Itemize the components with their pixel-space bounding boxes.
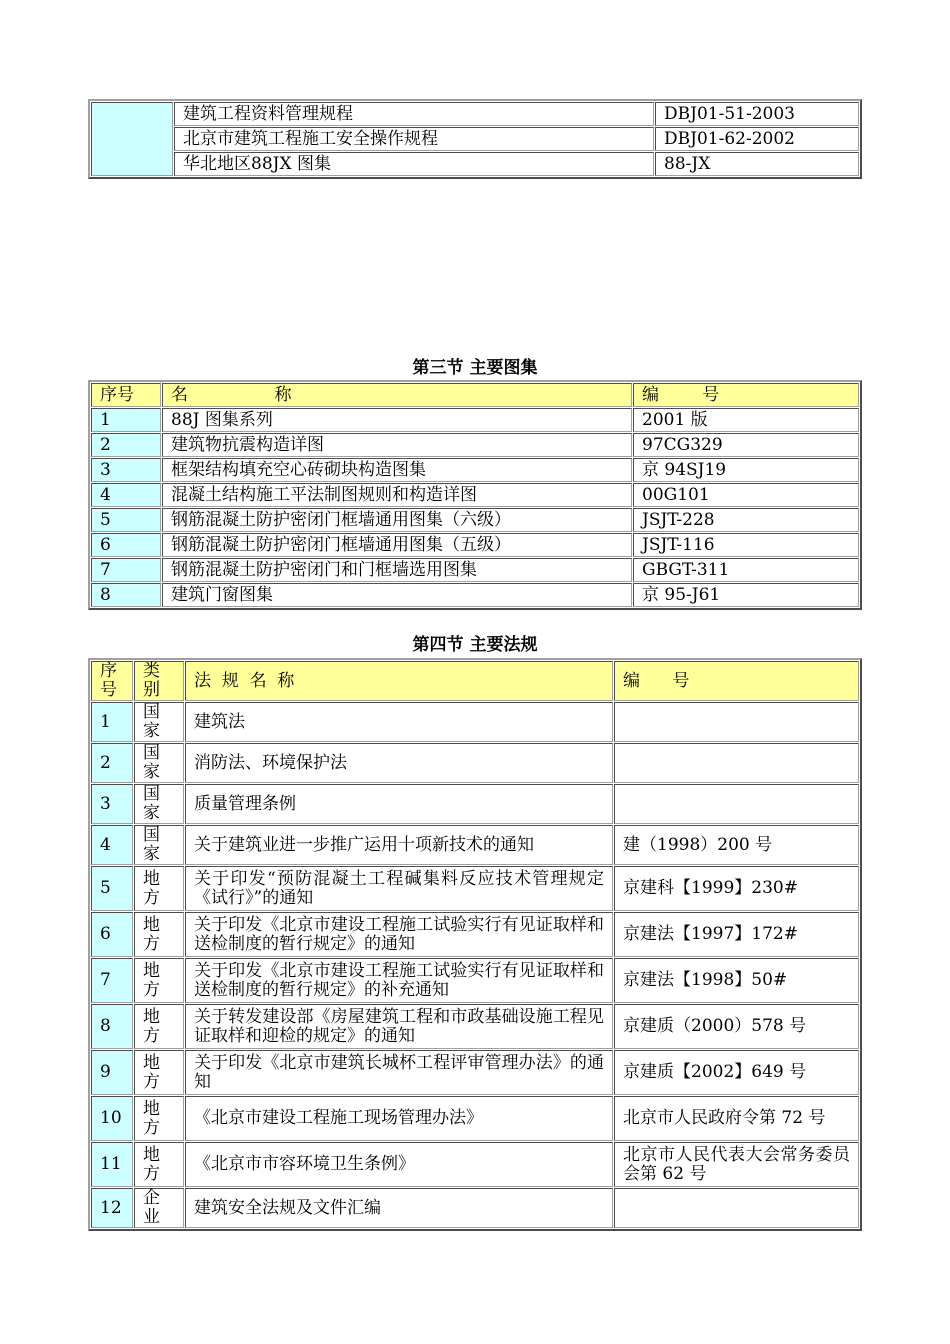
table-row — [91, 702, 859, 742]
row-no: 4 — [91, 483, 161, 507]
row-type: 国家 — [134, 702, 184, 742]
table-row — [91, 483, 859, 507]
table-row — [91, 408, 859, 432]
row-no: 6 — [91, 533, 161, 557]
standard-code: DBJ01-51-2003 — [655, 102, 859, 126]
row-no: 7 — [91, 558, 161, 582]
row-name: 关于印发《北京市建筑长城杯工程评审管理办法》的通知 — [185, 1050, 613, 1095]
row-no: 8 — [91, 1004, 133, 1049]
row-type: 国家 — [134, 784, 184, 824]
row-no: 2 — [91, 743, 133, 783]
row-code: 00G101 — [633, 483, 859, 507]
standard-name: 北京市建筑工程施工安全操作规程 — [174, 127, 654, 151]
row-name: 建筑门窗图集 — [162, 583, 632, 607]
category-cell — [91, 102, 173, 176]
table-header-row — [91, 661, 859, 701]
row-name: 《北京市市容环境卫生条例》 — [185, 1142, 613, 1187]
row-name: 混凝土结构施工平法制图规则和构造详图 — [162, 483, 632, 507]
standard-code: DBJ01-62-2002 — [655, 127, 859, 151]
table-row — [91, 583, 859, 607]
table-row — [91, 1096, 859, 1141]
header-name: 法 规 名 称 — [185, 661, 613, 701]
table-row — [91, 1050, 859, 1095]
row-code: 京 94SJ19 — [633, 458, 859, 482]
row-code: GBGT-311 — [633, 558, 859, 582]
row-no: 5 — [91, 866, 133, 911]
table-row — [91, 433, 859, 457]
table-row — [91, 1004, 859, 1049]
table-row — [91, 533, 859, 557]
row-name: 消防法、环境保护法 — [185, 743, 613, 783]
table-row — [91, 458, 859, 482]
row-name: 关于印发《北京市建设工程施工试验实行有见证取样和送检制度的暂行规定》的补充通知 — [185, 958, 613, 1003]
table-header-row — [91, 383, 859, 407]
row-name: 关于印发《北京市建设工程施工试验实行有见证取样和送检制度的暂行规定》的通知 — [185, 912, 613, 957]
row-code: 北京市人民代表大会常务委员会第 62 号 — [614, 1142, 859, 1187]
atlas-table — [88, 380, 862, 610]
row-code: 北京市人民政府令第 72 号 — [614, 1096, 859, 1141]
row-code: 京建质【2002】649 号 — [614, 1050, 859, 1095]
table-row — [91, 1188, 859, 1228]
header-code: 编 号 — [614, 661, 859, 701]
row-no: 3 — [91, 458, 161, 482]
top-standards-table — [88, 99, 862, 179]
table-row — [91, 102, 859, 126]
row-no: 4 — [91, 825, 133, 865]
row-type: 地方 — [134, 1004, 184, 1049]
standard-code: 88-JX — [655, 152, 859, 176]
table-row — [91, 152, 859, 176]
table-row — [91, 825, 859, 865]
row-name: 关于建筑业进一步推广运用十项新技术的通知 — [185, 825, 613, 865]
row-code: 2001 版 — [633, 408, 859, 432]
section4-title: 第四节 主要法规 — [412, 635, 538, 655]
row-name: 钢筋混凝土防护密闭门和门框墙选用图集 — [162, 558, 632, 582]
row-name: 钢筋混凝土防护密闭门框墙通用图集（五级） — [162, 533, 632, 557]
row-code: 京建法【1998】50# — [614, 958, 859, 1003]
row-name: 建筑法 — [185, 702, 613, 742]
row-name: 建筑安全法规及文件汇编 — [185, 1188, 613, 1228]
row-type: 地方 — [134, 1096, 184, 1141]
row-name: 钢筋混凝土防护密闭门框墙通用图集（六级） — [162, 508, 632, 532]
row-no: 5 — [91, 508, 161, 532]
table-row — [91, 958, 859, 1003]
table-row — [91, 1142, 859, 1187]
header-no: 序号 — [91, 661, 133, 701]
row-no: 8 — [91, 583, 161, 607]
row-name: 框架结构填充空心砖砌块构造图集 — [162, 458, 632, 482]
row-code — [614, 1188, 859, 1228]
row-type: 地方 — [134, 866, 184, 911]
row-type: 地方 — [134, 1050, 184, 1095]
row-name: 88J 图集系列 — [162, 408, 632, 432]
header-no: 序号 — [91, 383, 161, 407]
row-code: 京建法【1997】172# — [614, 912, 859, 957]
row-name: 《北京市建设工程施工现场管理办法》 — [185, 1096, 613, 1141]
row-code: JSJT-116 — [633, 533, 859, 557]
row-no: 3 — [91, 784, 133, 824]
table-row — [91, 508, 859, 532]
standard-name: 华北地区88JX 图集 — [174, 152, 654, 176]
row-name: 关于转发建设部《房屋建筑工程和市政基础设施工程见证取样和迎检的规定》的通知 — [185, 1004, 613, 1049]
row-type: 国家 — [134, 743, 184, 783]
row-type: 地方 — [134, 1142, 184, 1187]
section3-title: 第三节 主要图集 — [412, 358, 538, 378]
standard-name: 建筑工程资料管理规程 — [174, 102, 654, 126]
row-name: 建筑物抗震构造详图 — [162, 433, 632, 457]
row-no: 12 — [91, 1188, 133, 1228]
row-code: 建（1998）200 号 — [614, 825, 859, 865]
row-no: 6 — [91, 912, 133, 957]
table-row — [91, 743, 859, 783]
header-name: 名 称 — [162, 383, 632, 407]
row-code — [614, 784, 859, 824]
row-name: 质量管理条例 — [185, 784, 613, 824]
table-row — [91, 784, 859, 824]
row-no: 10 — [91, 1096, 133, 1141]
row-code: 97CG329 — [633, 433, 859, 457]
row-code: JSJT-228 — [633, 508, 859, 532]
row-type: 地方 — [134, 912, 184, 957]
row-no: 7 — [91, 958, 133, 1003]
row-code: 京 95-J61 — [633, 583, 859, 607]
table-row — [91, 912, 859, 957]
row-code — [614, 743, 859, 783]
row-type: 地方 — [134, 958, 184, 1003]
table-row — [91, 558, 859, 582]
table-row — [91, 127, 859, 151]
row-no: 9 — [91, 1050, 133, 1095]
row-no: 11 — [91, 1142, 133, 1187]
table-row — [91, 866, 859, 911]
row-type: 企业 — [134, 1188, 184, 1228]
header-type: 类别 — [134, 661, 184, 701]
header-code: 编 号 — [633, 383, 859, 407]
row-no: 1 — [91, 408, 161, 432]
row-code — [614, 702, 859, 742]
row-name: 关于印发“预防混凝土工程碱集料反应技术管理规定《试行》”的通知 — [185, 866, 613, 911]
row-type: 国家 — [134, 825, 184, 865]
row-no: 2 — [91, 433, 161, 457]
row-no: 1 — [91, 702, 133, 742]
row-code: 京建科【1999】230# — [614, 866, 859, 911]
row-code: 京建质（2000）578 号 — [614, 1004, 859, 1049]
regulations-table — [88, 658, 862, 1231]
